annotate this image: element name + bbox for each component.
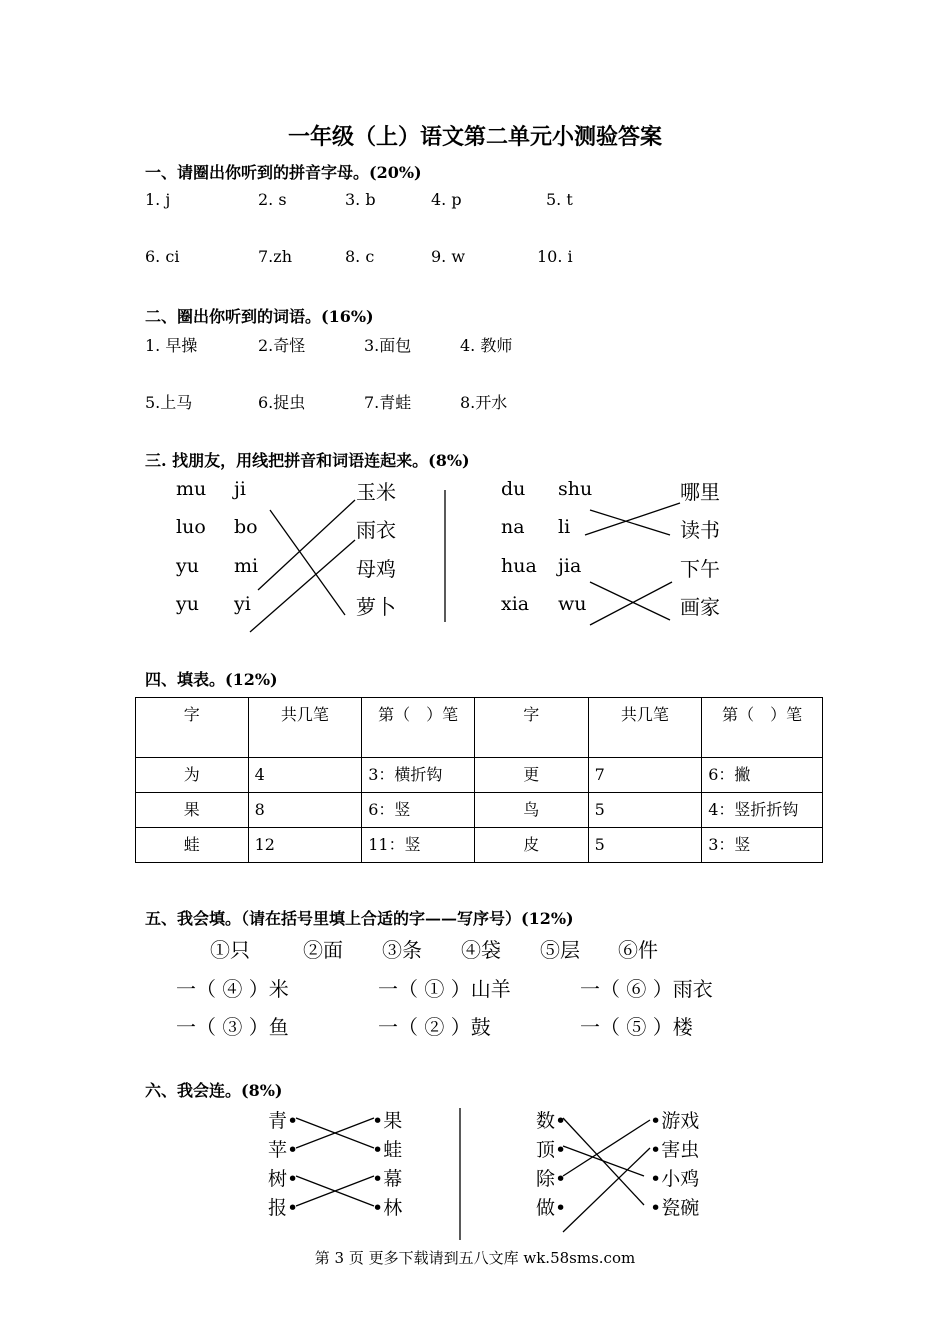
fill-item: 一（ ① ）山羊 [378, 977, 511, 1001]
word-item: 7.青蛙 [364, 393, 412, 412]
table-header-cell: 第（ ）笔 [702, 698, 823, 758]
table-cell: 6：撇 [702, 758, 823, 793]
match-char: •瓷碗 [650, 1197, 700, 1219]
pinyin-syllable: hua [501, 555, 537, 577]
word-item: 1. 早操 [145, 336, 198, 355]
match-word: 雨衣 [356, 518, 396, 542]
match-char: •害虫 [650, 1139, 700, 1161]
table-header-cell: 共几笔 [588, 698, 702, 758]
word-item: 8.开水 [460, 393, 508, 412]
section-1-heading: 一、请圈出你听到的拼音字母。(20%) [145, 163, 422, 182]
match-word: 哪里 [680, 480, 720, 504]
option-item: ⑥件 [618, 938, 658, 962]
page-footer: 第 3 页 更多下载请到五八文库 wk.58sms.com [314, 1249, 636, 1267]
option-item: ④袋 [461, 938, 501, 962]
table-cell: 6：竖 [362, 793, 475, 828]
pinyin-syllable: yi [234, 593, 251, 615]
connector-line [270, 510, 345, 615]
match-char: 苹• [268, 1139, 299, 1161]
fill-item: 一（ ⑤ ）楼 [580, 1015, 693, 1039]
table-cell: 5 [588, 828, 702, 863]
table-cell: 蛙 [136, 828, 249, 863]
match-char: •果 [372, 1110, 403, 1132]
match-word: 母鸡 [356, 557, 396, 581]
match-char: 做• [536, 1197, 567, 1219]
table-header-cell: 字 [136, 698, 249, 758]
match-word: 萝卜 [356, 595, 396, 619]
table-header-cell: 第（ ）笔 [362, 698, 475, 758]
connector-line [590, 510, 670, 535]
letter-item: 9. w [431, 247, 466, 266]
pinyin-syllable: mi [234, 555, 259, 577]
section-2-heading: 二、圈出你听到的词语。(16%) [145, 307, 374, 326]
table-header-cell: 共几笔 [248, 698, 362, 758]
letter-item: 2. s [258, 190, 287, 209]
pinyin-syllable: na [501, 516, 525, 538]
option-item: ⑤层 [540, 938, 580, 962]
table-header-cell: 字 [475, 698, 589, 758]
word-item: 4. 教师 [460, 336, 513, 355]
pinyin-syllable: xia [501, 593, 530, 615]
pinyin-syllable: luo [176, 516, 206, 538]
pinyin-syllable: wu [558, 593, 587, 615]
table-cell: 3：竖 [702, 828, 823, 863]
fill-item: 一（ ④ ）米 [176, 977, 289, 1001]
letter-item: 4. p [431, 190, 462, 209]
table-cell: 皮 [475, 828, 589, 863]
word-item: 3.面包 [364, 336, 412, 355]
table-cell: 3：横折钩 [362, 758, 475, 793]
table-cell: 8 [248, 793, 362, 828]
option-item: ③条 [382, 938, 422, 962]
table-cell: 4：竖折折钩 [702, 793, 823, 828]
fill-item: 一（ ③ ）鱼 [176, 1015, 289, 1039]
match-word: 画家 [680, 595, 720, 619]
connector-line [563, 1120, 650, 1176]
table-cell: 11：竖 [362, 828, 475, 863]
word-item: 5.上马 [145, 393, 193, 412]
match-char: •游戏 [650, 1110, 700, 1132]
table-cell: 12 [248, 828, 362, 863]
letter-item: 3. b [345, 190, 376, 209]
table-cell: 果 [136, 793, 249, 828]
pinyin-syllable: mu [176, 478, 207, 500]
match-char: •林 [372, 1197, 403, 1219]
match-word: 玉米 [356, 480, 396, 504]
pinyin-syllable: li [558, 516, 571, 538]
match-char: 数• [536, 1110, 567, 1132]
table-cell: 4 [248, 758, 362, 793]
letter-item: 6. ci [145, 247, 180, 266]
match-char: •蛙 [372, 1139, 403, 1161]
letter-item: 1. j [145, 190, 171, 209]
word-item: 6.捉虫 [258, 393, 306, 412]
section-5-heading: 五、我会填。（请在括号里填上合适的字——写序号）(12%) [145, 909, 574, 928]
connector-line [585, 503, 680, 535]
section-4-heading: 四、填表。(12%) [145, 670, 278, 689]
letter-item: 10. i [537, 247, 573, 266]
pinyin-syllable: yu [176, 555, 199, 577]
match-char: 青• [268, 1110, 299, 1132]
word-item: 2.奇怪 [258, 336, 306, 355]
table-cell: 更 [475, 758, 589, 793]
table-cell: 鸟 [475, 793, 589, 828]
pinyin-syllable: du [501, 478, 526, 500]
pinyin-syllable: bo [234, 516, 258, 538]
letter-item: 7.zh [258, 247, 292, 266]
pinyin-syllable: ji [234, 478, 246, 500]
match-char: •小鸡 [650, 1168, 700, 1190]
pinyin-syllable: yu [176, 593, 199, 615]
fill-item: 一（ ② ）鼓 [378, 1015, 491, 1039]
match-char: 除• [536, 1168, 567, 1190]
match-word: 下午 [680, 557, 720, 581]
pinyin-syllable: shu [558, 478, 593, 500]
option-item: ①只 [210, 938, 250, 962]
match-word: 读书 [680, 518, 720, 542]
table-cell: 为 [136, 758, 249, 793]
section-3-heading: 三. 找朋友，用线把拼音和词语连起来。(8%) [145, 451, 470, 470]
page-title: 一年级（上）语文第二单元小测验答案 [287, 124, 662, 150]
connector-line [250, 540, 355, 632]
letter-item: 8. c [345, 247, 375, 266]
match-char: 报• [268, 1197, 299, 1219]
connector-line [563, 1148, 650, 1232]
connector-line [590, 582, 670, 620]
match-char: 顶• [536, 1139, 567, 1161]
match-char: 树• [268, 1168, 299, 1190]
table-cell: 7 [588, 758, 702, 793]
fill-item: 一（ ⑥ ）雨衣 [580, 977, 713, 1001]
section-6-heading: 六、我会连。(8%) [145, 1081, 283, 1100]
letter-item: 5. t [546, 190, 573, 209]
table-cell: 5 [588, 793, 702, 828]
pinyin-syllable: jia [558, 555, 582, 577]
match-char: •幕 [372, 1168, 403, 1190]
option-item: ②面 [303, 938, 343, 962]
